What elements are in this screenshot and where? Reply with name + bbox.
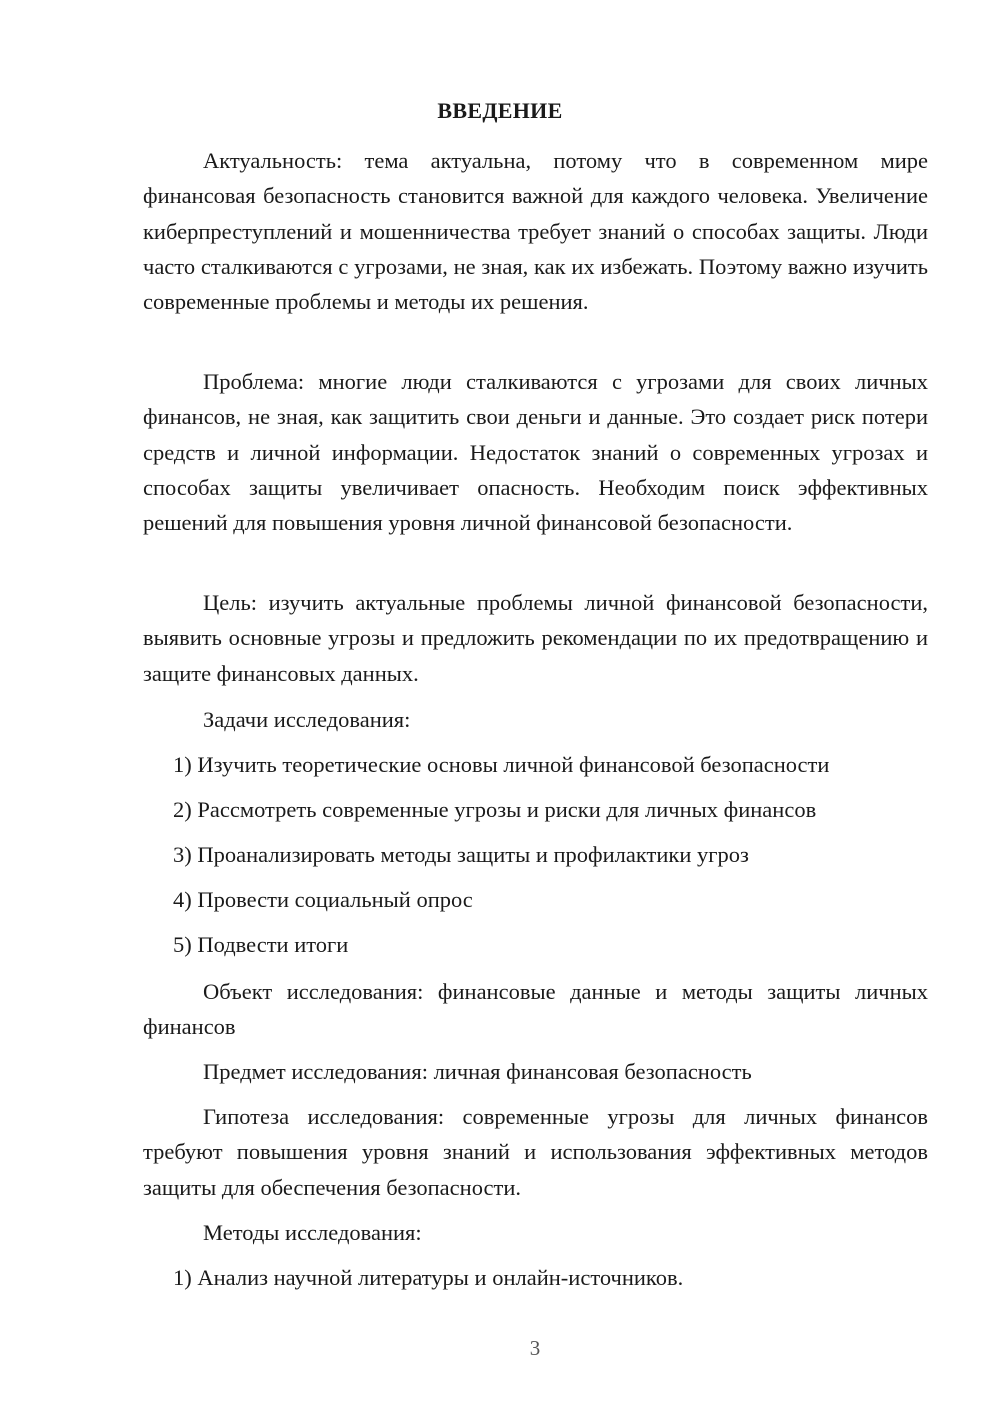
page-title: ВВЕДЕНИЕ xyxy=(437,98,563,123)
task-item-1: 1) Изучить теоретические основы личной финансовой безопасности xyxy=(173,752,830,777)
task-item-4: 4) Провести социальный опрос xyxy=(173,887,473,912)
tasks-heading: Задачи исследования: xyxy=(203,707,411,732)
paragraph-relevance: Актуальность: тема актуальна, потому что в современном мире финансовая безопасность становится важной для каждого человека. Увеличение киберпреступлений и мошенничества требует знаний о способах защиты. Люди часто сталкиваются с угрозами, не зная, как их избежать. Поэтому важно изучить современные проблемы и методы их решения. xyxy=(143,148,928,315)
task-item-3: 3) Проанализировать методы защиты и профилактики угроз xyxy=(173,842,749,867)
paragraph-goal: Цель: изучить актуальные проблемы личной финансовой безопасности, выявить основные угрозы и предложить рекомендации по их предотвращению и защите финансовых данных. xyxy=(143,590,928,686)
methods-heading: Методы исследования: xyxy=(203,1220,422,1245)
paragraph-hypothesis: Гипотеза исследования: современные угрозы для личных финансов требуют повышения уровня знаний и использования эффективных методов защиты для обеспечения безопасности. xyxy=(143,1104,928,1200)
paragraph-object: Объект исследования: финансовые данные и методы защиты личных финансов xyxy=(143,979,928,1040)
page-number: 3 xyxy=(529,1336,541,1360)
task-item-2: 2) Рассмотреть современные угрозы и риски для личных финансов xyxy=(173,797,817,822)
paragraph-problem: Проблема: многие люди сталкиваются с угрозами для своих личных финансов, не зная, как защитить свои деньги и данные. Это создает риск потери средств и личной информации. Недостаток знаний о современных угрозах и способах защиты увеличивает опасность. Необходим поиск эффективных решений для повышения уровня личной финансовой безопасности. xyxy=(143,369,928,536)
paragraph-subject: Предмет исследования: личная финансовая безопасность xyxy=(203,1059,752,1084)
task-item-5: 5) Подвести итоги xyxy=(173,932,349,957)
method-item-1: 1) Анализ научной литературы и онлайн-источников. xyxy=(173,1265,684,1290)
